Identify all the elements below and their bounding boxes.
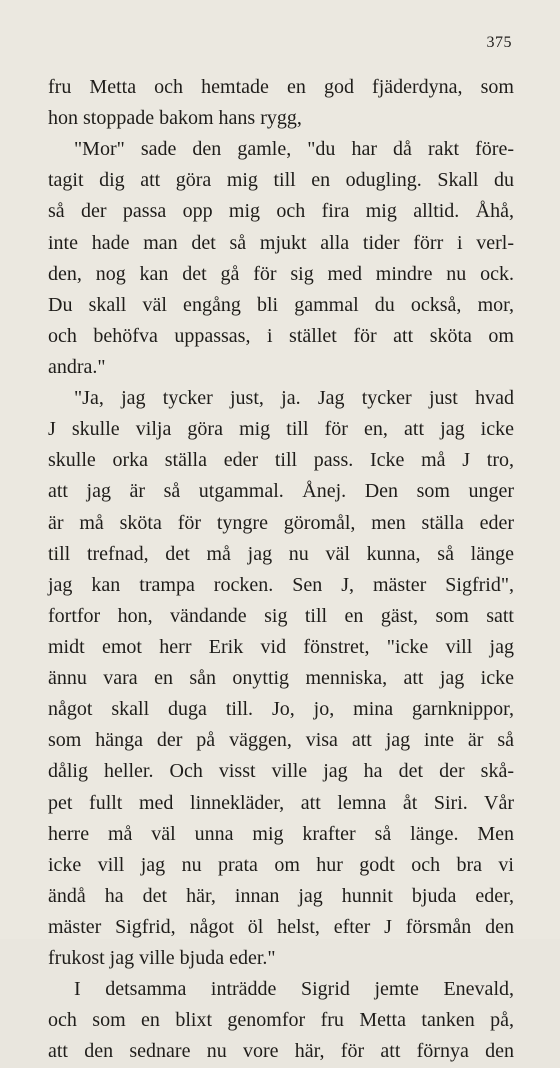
text-line: att den sednare nu vore här, för att förnya den	[48, 1040, 514, 1063]
text-line: herre må väl unna mig krafter så länge. Men	[48, 822, 514, 845]
text-line: midt emot herr Erik vid fönstret, "icke vill jag	[48, 635, 514, 658]
text-line: ännu vara en sån onyttig menniska, att jag icke	[48, 667, 514, 690]
text-line: till trefnad, det må jag nu väl kunna, så länge	[48, 542, 514, 565]
text-line: inte hade man det så mjukt alla tider förr i verl-	[48, 231, 514, 254]
text-line: J skulle vilja göra mig till för en, att jag icke	[48, 418, 514, 441]
text-line: ändå ha det här, innan jag hunnit bjuda eder,	[48, 884, 514, 907]
page-number: 375	[486, 34, 512, 51]
text-line: "Ja, jag tycker just, ja. Jag tycker just hvad	[74, 387, 514, 410]
text-line: icke vill jag nu prata om hur godt och bra vi	[48, 853, 514, 876]
text-line: I detsamma inträdde Sigrid jemte Enevald,	[74, 978, 514, 1001]
text-line: jag kan trampa rocken. Sen J, mäster Sigfrid",	[48, 573, 514, 596]
text-line: fru Metta och hemtade en god fjäderdyna, som	[48, 76, 514, 98]
text-line: är må sköta för tyngre göromål, men ställa eder	[48, 511, 514, 534]
text-line: tagit dig att göra mig till en odugling. Skall du	[48, 169, 514, 192]
text-line: frukost jag ville bjuda eder."	[48, 947, 276, 970]
text-line: fortfor hon, vändande sig till en gäst, som satt	[48, 604, 514, 627]
text-line: att jag är så utgammal. Ånej. Den som unger	[48, 480, 514, 503]
text-line: den, nog kan det gå för sig med mindre nu ock.	[48, 262, 514, 285]
text-line: hon stoppade bakom hans rygg,	[48, 107, 302, 130]
text-line: och som en blixt genomfor fru Metta tanken på,	[48, 1009, 514, 1032]
text-line: mäster Sigfrid, något öl helst, efter J försmån den	[48, 915, 514, 938]
text-line: pet fullt med linnekläder, att lemna åt Siri. Vår	[48, 791, 514, 814]
text-line: och behöfva uppassas, i stället för att sköta om	[48, 324, 514, 347]
text-line: skulle orka ställa eder till pass. Icke må J tro,	[48, 449, 514, 472]
page-body-text	[48, 72, 514, 1068]
text-line: Du skall väl engång bli gammal du också, mor,	[48, 293, 514, 316]
text-line: "Mor" sade den gamle, "du har då rakt före-	[74, 138, 514, 161]
text-line: dålig heller. Och visst ville jag ha det der skå-	[48, 760, 514, 783]
text-line: andra."	[48, 355, 106, 378]
text-line: som hänga der på väggen, visa att jag inte är så	[48, 729, 514, 752]
text-line: något skall duga till. Jo, jo, mina garnknippor,	[48, 698, 514, 721]
text-line: så der passa opp mig och fira mig alltid. Åhå,	[48, 200, 514, 223]
